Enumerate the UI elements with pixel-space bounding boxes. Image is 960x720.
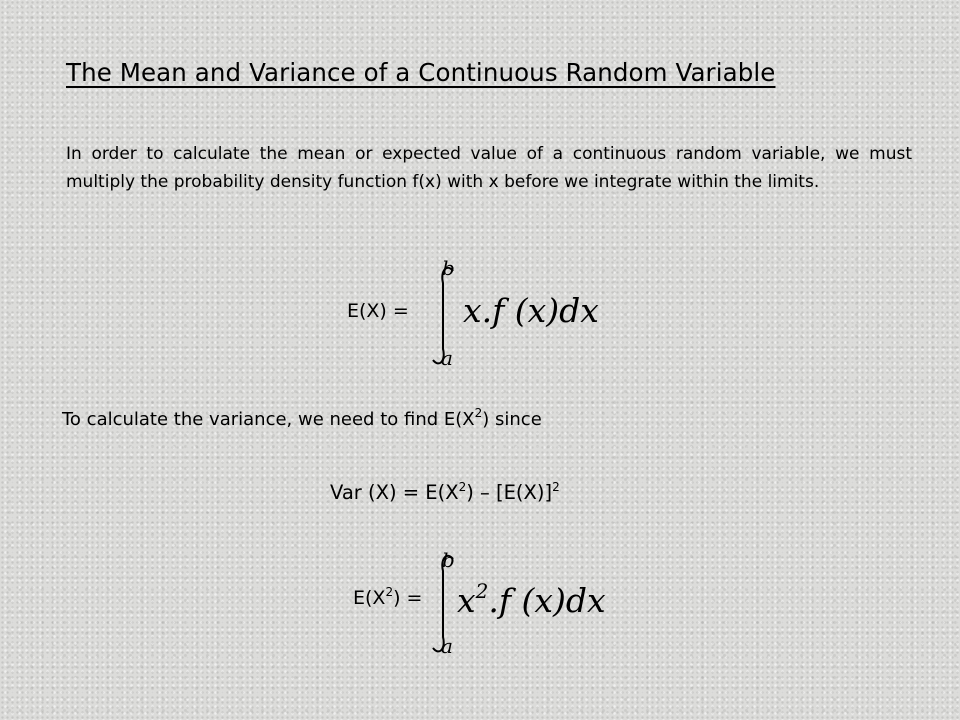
lower-limit: a: [441, 346, 453, 370]
variance-formula-exp1: 2: [458, 480, 467, 494]
slide-title: The Mean and Variance of a Continuous Random Variable: [66, 58, 776, 87]
integrand-power: 2: [475, 579, 489, 603]
lower-limit: a: [441, 634, 453, 658]
integrand: [457, 579, 606, 620]
second-moment-integral: [425, 545, 625, 665]
second-moment-label-exponent: 2: [385, 585, 394, 599]
variance-sentence-text: To calculate the variance, we need to find E(X: [62, 409, 475, 430]
integrand: x.f (x)dx: [463, 291, 599, 330]
upper-limit: b: [442, 256, 455, 280]
upper-limit: b: [442, 548, 455, 572]
variance-formula-part1: Var (X) = E(X: [330, 481, 459, 504]
variance-sentence-suffix: ) since: [482, 409, 542, 430]
integrand-rest: .f (x)dx: [488, 581, 606, 620]
variance-formula: [330, 480, 560, 504]
variance-formula-exp2: 2: [552, 480, 560, 494]
mean-formula-label: E(X) =: [347, 300, 409, 322]
second-moment-label: [353, 585, 422, 609]
integrand-x: x: [457, 581, 476, 620]
second-moment-label-prefix: E(X: [353, 587, 386, 609]
variance-formula-part2: ) – [E(X)]: [466, 481, 553, 504]
intro-paragraph: In order to calculate the mean or expected value of a continuous random variable, we must multiply the probability density function f(x) with x before we integrate within the limits.: [66, 144, 912, 192]
variance-sentence-exponent: 2: [474, 406, 483, 420]
second-moment-label-suffix: ) =: [393, 587, 423, 609]
mean-integral: [425, 255, 625, 375]
variance-sentence: [62, 406, 542, 430]
